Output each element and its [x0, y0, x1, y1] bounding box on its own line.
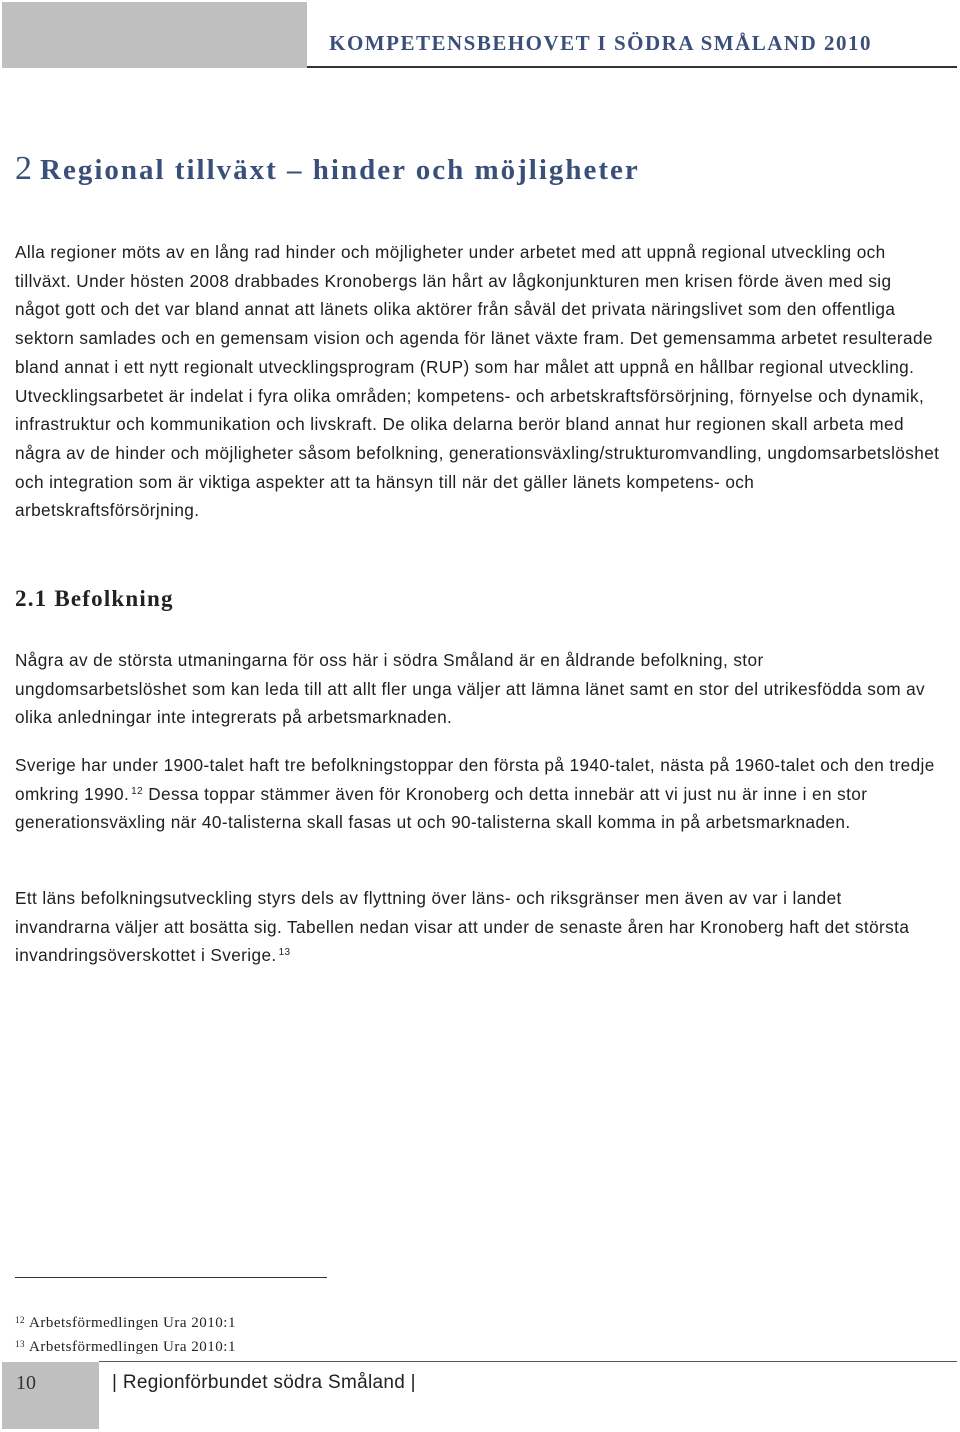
section-number: 2.1	[15, 586, 48, 611]
paragraph-challenges: Några av de största utmaningarna för oss här i södra Småland är en åldrande befolkning, stor ungdomsarbetslöshet som kan leda till att allt fler unga väljer att lämna länet samt en stor del utrikesfödda som av olika anledningar inte integrerats på arbetsmarknaden.	[15, 650, 926, 728]
footnote-reference-13[interactable]: 13	[278, 947, 291, 959]
chapter-heading	[15, 150, 640, 188]
footnote-13	[15, 1339, 236, 1356]
page-number: 10	[16, 1372, 36, 1394]
footnote-reference-12[interactable]: 12	[131, 785, 144, 797]
section-heading	[15, 586, 174, 612]
footer-rule	[99, 1361, 957, 1362]
paragraph-text: Ett läns befolkningsutveckling styrs dels av flyttning över läns- och riksgränser men även av var i landet invandrarna väljer att bosätta sig. Tabellen nedan visar att under de senaste åren har Kronoberg haft det största invandringsöverskottet i Sverige.	[15, 888, 910, 966]
footer-organization: | Regionförbundet södra Småland |	[112, 1372, 416, 1393]
header-rule	[307, 66, 957, 68]
footnote-text: Arbetsförmedlingen Ura 2010:1	[29, 1315, 236, 1331]
footnote-12	[15, 1315, 236, 1332]
chapter-title: Regional tillväxt – hinder och möjligheter	[40, 154, 640, 186]
intro-paragraph: Alla regioner möts av en lång rad hinder och möjligheter under arbetet med att uppnå regional utveckling och tillväxt. Under hösten 2008 drabbades Kronobergs län hårt av lågkonjunkturen men krisen förde även med sig något gott och det var bland annat att länets olika aktörer från såväl det privata näringslivet som den offentliga sektorn samlades och en gemensam vision och agenda för länet växte fram. Det gemensamma arbetet resulterade bland annat i ett nytt regionalt utvecklingsprogram (RUP) som har målet att uppnå en hållbar regional utveckling. Utvecklingsarbetet är indelat i fyra olika områden; kompetens- och arbetskraftsförsörjning, förnyelse och dynamik, infrastruktur och kommunikation och livskraft. De olika delarna berör bland annat hur regionen skall arbeta med några av de hinder och möjligheter såsom befolkning, generationsväxling/strukturomvandling, ungdomsarbetslöshet och integration som är viktiga aspekter att ta hänsyn till när det gäller länets kompetens- och arbetskraftsförsörjning.	[15, 242, 940, 521]
header-gray-block	[2, 2, 307, 68]
footnote-text: Arbetsförmedlingen Ura 2010:1	[29, 1339, 236, 1355]
running-header-title: KOMPETENSBEHOVET I SÖDRA SMÅLAND 2010	[329, 31, 872, 55]
footnote-separator	[15, 1277, 327, 1278]
footnote-marker: 13	[15, 1339, 25, 1349]
footnote-marker: 12	[15, 1315, 25, 1325]
paragraph-text: Sverige har under 1900-talet haft tre befolkningstoppar den första på 1940-talet, nästa på 1960-talet och den tredje omkring 1990.	[15, 755, 935, 804]
paragraph-migration	[15, 884, 940, 970]
section-title: Befolkning	[54, 586, 174, 611]
chapter-number: 2	[15, 150, 34, 187]
paragraph-population-peaks	[15, 751, 940, 837]
paragraph-text: Dessa toppar stämmer även för Kronoberg och detta innebär att vi just nu är inne i en stor generationsväxling när 40-talisterna skall fasas ut och 90-talisterna skall komma in på arbetsmarknaden.	[15, 783, 868, 833]
